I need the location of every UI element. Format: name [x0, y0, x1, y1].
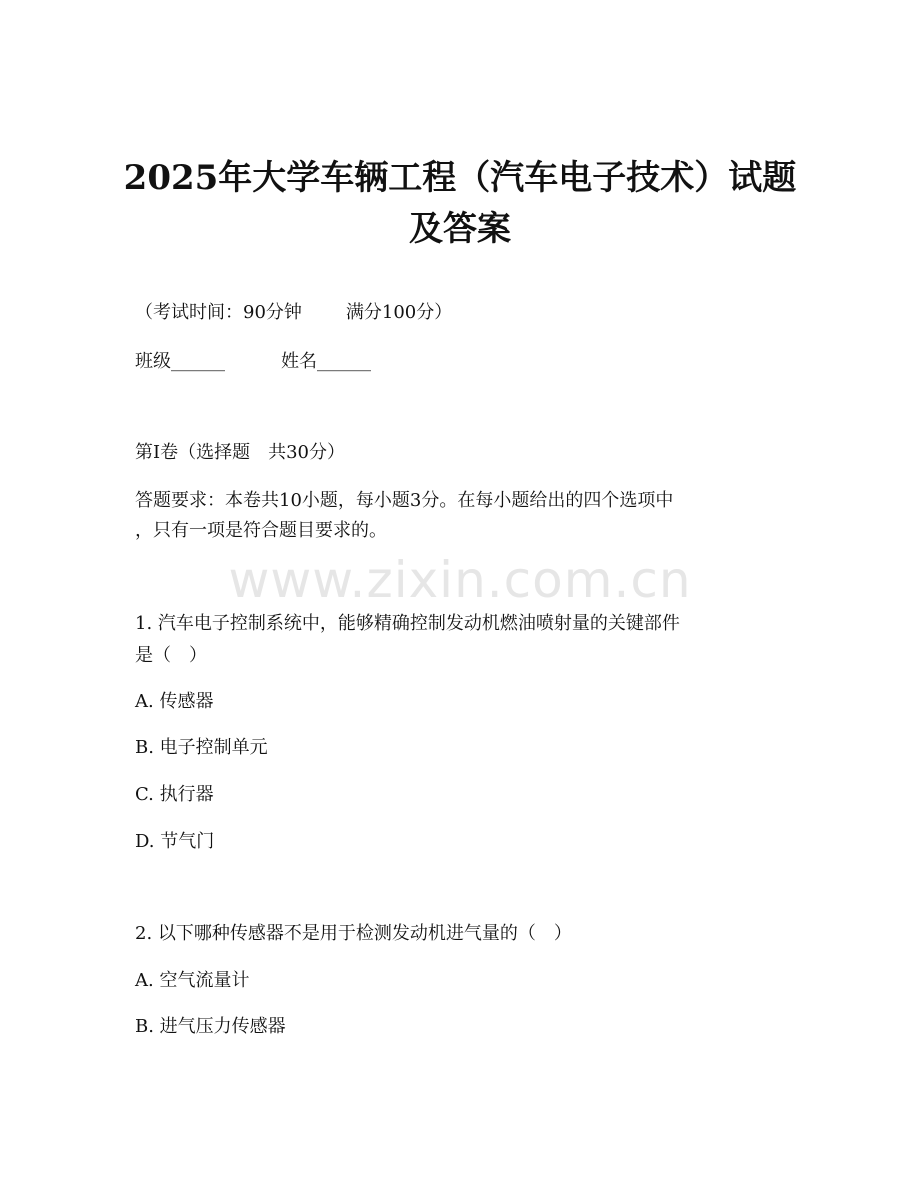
- question-1-option-b: B. 电子控制单元: [135, 737, 268, 758]
- question-1-option-a: A. 传感器: [135, 691, 214, 712]
- exam-info: [135, 300, 452, 326]
- document-title-line-2: 及答案: [409, 209, 511, 249]
- name-field: 姓名______: [281, 351, 371, 372]
- question-2-stem-line-1: 2. 以下哪种传感器不是用于检测发动机进气量的（ ）: [135, 923, 572, 944]
- question-2-option-a: A. 空气流量计: [135, 970, 250, 991]
- question-1-option-c: C. 执行器: [135, 784, 214, 805]
- exam-time: （考试时间：90分钟: [135, 302, 302, 323]
- watermark: www.zixin.com.cn: [228, 551, 692, 609]
- answer-requirement-line-1: 答题要求：本卷共10小题，每小题3分。在每小题给出的四个选项中: [135, 490, 674, 511]
- question-1-option-d: D. 节气门: [135, 831, 215, 852]
- class-field: 班级______: [135, 351, 225, 372]
- exam-full-score: 满分100分）: [345, 302, 453, 323]
- answer-requirement-line-2: ，只有一项是符合题目要求的。: [135, 520, 387, 541]
- student-info: [135, 349, 371, 375]
- question-2-option-b: B. 进气压力传感器: [135, 1016, 286, 1037]
- question-1-stem-line-2: 是（ ）: [135, 645, 207, 666]
- document-title-line-1: 2025年大学车辆工程（汽车电子技术）试题: [123, 158, 797, 198]
- section-title: 第I卷（选择题 共30分）: [135, 442, 346, 463]
- question-1-stem-line-1: 1. 汽车电子控制系统中，能够精确控制发动机燃油喷射量的关键部件: [135, 613, 680, 634]
